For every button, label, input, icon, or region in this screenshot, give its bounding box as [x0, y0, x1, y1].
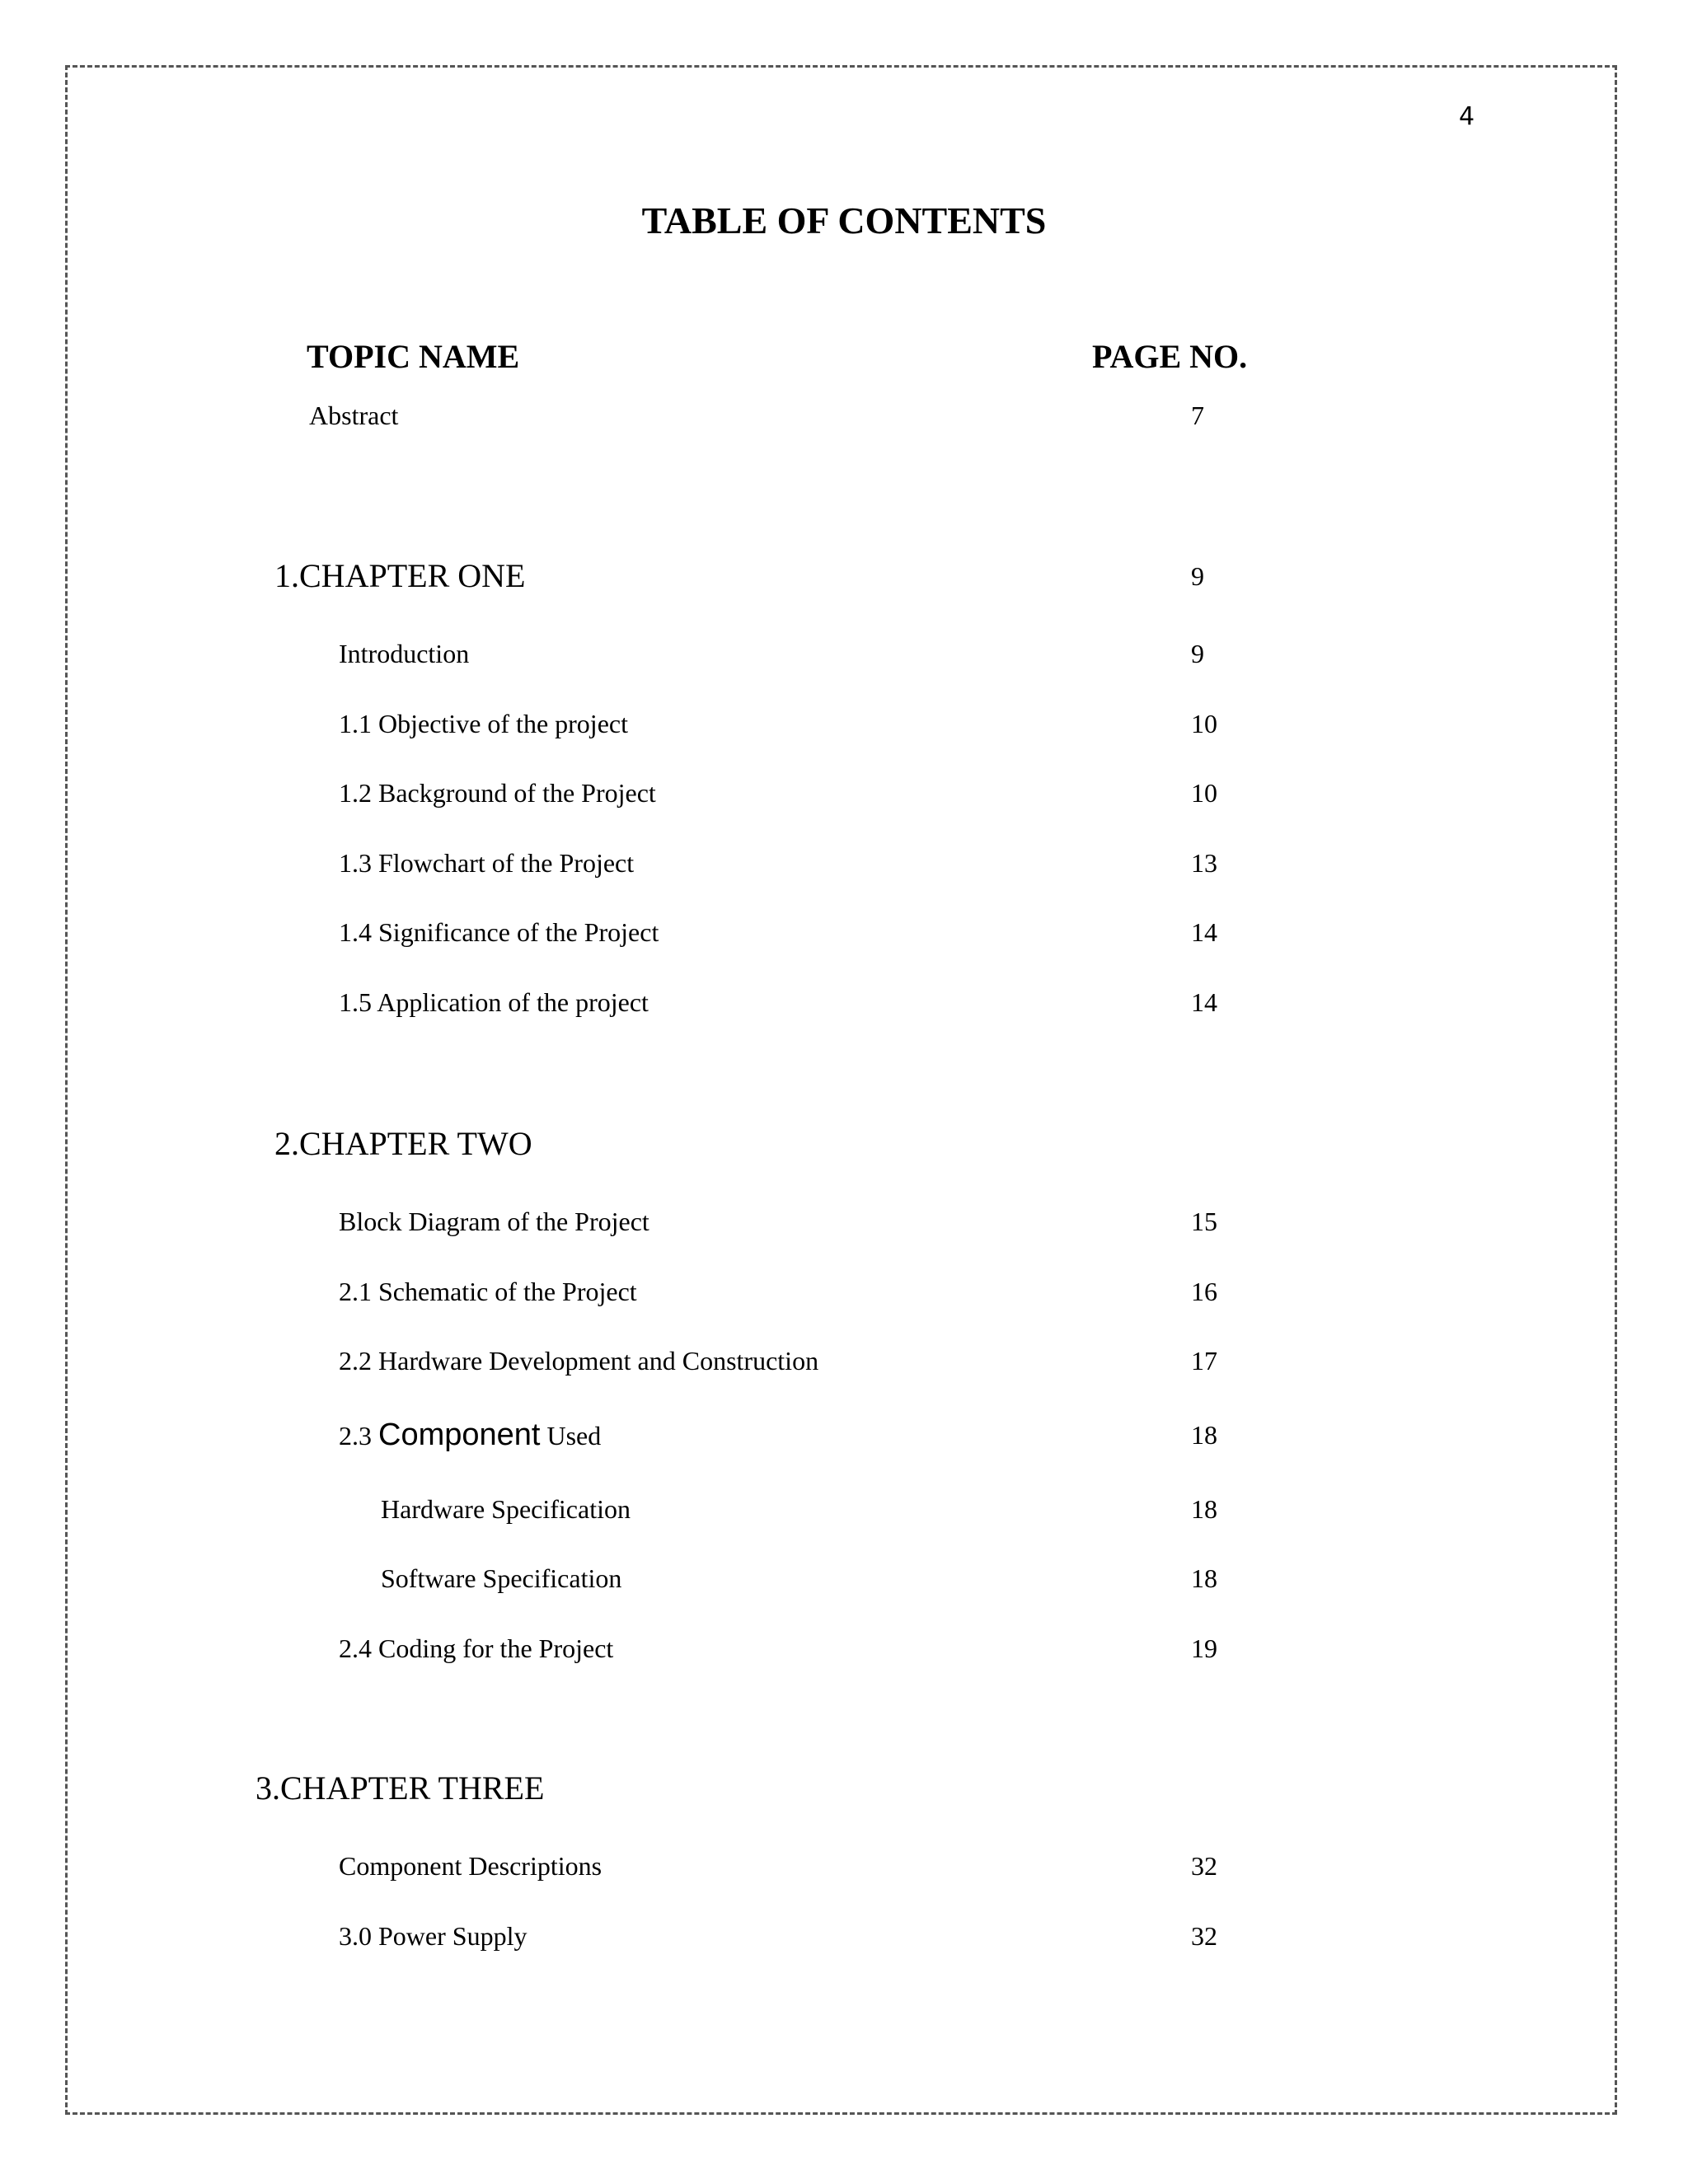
toc-entry-abstract[interactable]: [0, 395, 1688, 436]
toc-entry[interactable]: [0, 633, 1688, 674]
toc-entry[interactable]: [0, 982, 1688, 1023]
toc-entry-page: 19: [1191, 1633, 1217, 1663]
toc-entry[interactable]: [0, 1340, 1688, 1381]
toc-entry-page: 14: [1191, 987, 1217, 1017]
toc-entry-page: 13: [1191, 848, 1217, 878]
toc-entry-page: 32: [1191, 1851, 1217, 1881]
toc-entry-page: 10: [1191, 778, 1217, 808]
chapter-heading-three[interactable]: [0, 1768, 1688, 1809]
toc-entry-label: 1.2 Background of the Project: [339, 778, 656, 808]
toc-entry[interactable]: [0, 1628, 1688, 1669]
toc-entry[interactable]: [0, 1558, 1688, 1599]
toc-entry-page: 7: [1191, 401, 1204, 430]
toc-entry-label-prefix: 2.3: [339, 1421, 378, 1451]
toc-entry-label: 1.4 Significance of the Project: [339, 917, 659, 947]
toc-entry-label: Hardware Specification: [381, 1494, 631, 1524]
chapter-heading-two[interactable]: [0, 1123, 1688, 1165]
toc-entry-label: 1.1 Objective of the project: [339, 709, 628, 738]
page-no-header: PAGE NO.: [1092, 338, 1248, 375]
chapter-heading-label: 2.CHAPTER TWO: [274, 1125, 532, 1162]
chapter-heading-one[interactable]: [0, 555, 1688, 597]
toc-entry-page: 17: [1191, 1346, 1217, 1376]
toc-entry[interactable]: [0, 1915, 1688, 1957]
toc-entry[interactable]: [0, 1201, 1688, 1242]
toc-entry[interactable]: [0, 1271, 1688, 1312]
toc-entry-page: 18: [1191, 1494, 1217, 1524]
toc-entry-page: 18: [1191, 1420, 1217, 1450]
toc-entry[interactable]: [0, 912, 1688, 953]
toc-entry-label: Software Specification: [381, 1563, 622, 1593]
page-number: 4: [1459, 102, 1475, 131]
toc-entry[interactable]: [0, 842, 1688, 883]
toc-entry-page: 18: [1191, 1563, 1217, 1593]
toc-entry-page: 14: [1191, 917, 1217, 947]
chapter-heading-page: 9: [1191, 561, 1204, 591]
toc-entry-page: 16: [1191, 1277, 1217, 1306]
toc-entry-label-emphasis: Component: [378, 1418, 541, 1452]
toc-entry-label-suffix: Used: [540, 1421, 602, 1451]
topic-name-header: TOPIC NAME: [307, 338, 520, 375]
toc-entry-label: Introduction: [339, 639, 470, 668]
toc-entry-label: 3.0 Power Supply: [339, 1921, 528, 1951]
toc-entry-label: 1.5 Application of the project: [339, 987, 649, 1017]
toc-entry-label: Component Descriptions: [339, 1851, 603, 1881]
toc-entry-label: [339, 1414, 601, 1456]
toc-entry[interactable]: [0, 1414, 1688, 1455]
toc-entry-label: 1.3 Flowchart of the Project: [339, 848, 635, 878]
toc-entry-page: 15: [1191, 1207, 1217, 1236]
chapter-heading-label: 1.CHAPTER ONE: [274, 557, 526, 594]
toc-entry-page: 32: [1191, 1921, 1217, 1951]
toc-entry[interactable]: [0, 703, 1688, 744]
toc-entry-label: 2.1 Schematic of the Project: [339, 1277, 637, 1306]
toc-entry-page: 9: [1191, 639, 1204, 668]
toc-entry-page: 10: [1191, 709, 1217, 738]
toc-entry[interactable]: [0, 1488, 1688, 1530]
toc-entry-label: 2.4 Coding for the Project: [339, 1633, 614, 1663]
chapter-heading-label: 3.CHAPTER THREE: [256, 1769, 545, 1807]
toc-entry-label: Abstract: [309, 401, 399, 430]
toc-entry[interactable]: [0, 772, 1688, 813]
page-title: TABLE OF CONTENTS: [641, 199, 1047, 241]
toc-entry[interactable]: [0, 1845, 1688, 1886]
toc-entry-label: Block Diagram of the Project: [339, 1207, 649, 1236]
toc-entry-label: 2.2 Hardware Development and Construction: [339, 1346, 819, 1376]
